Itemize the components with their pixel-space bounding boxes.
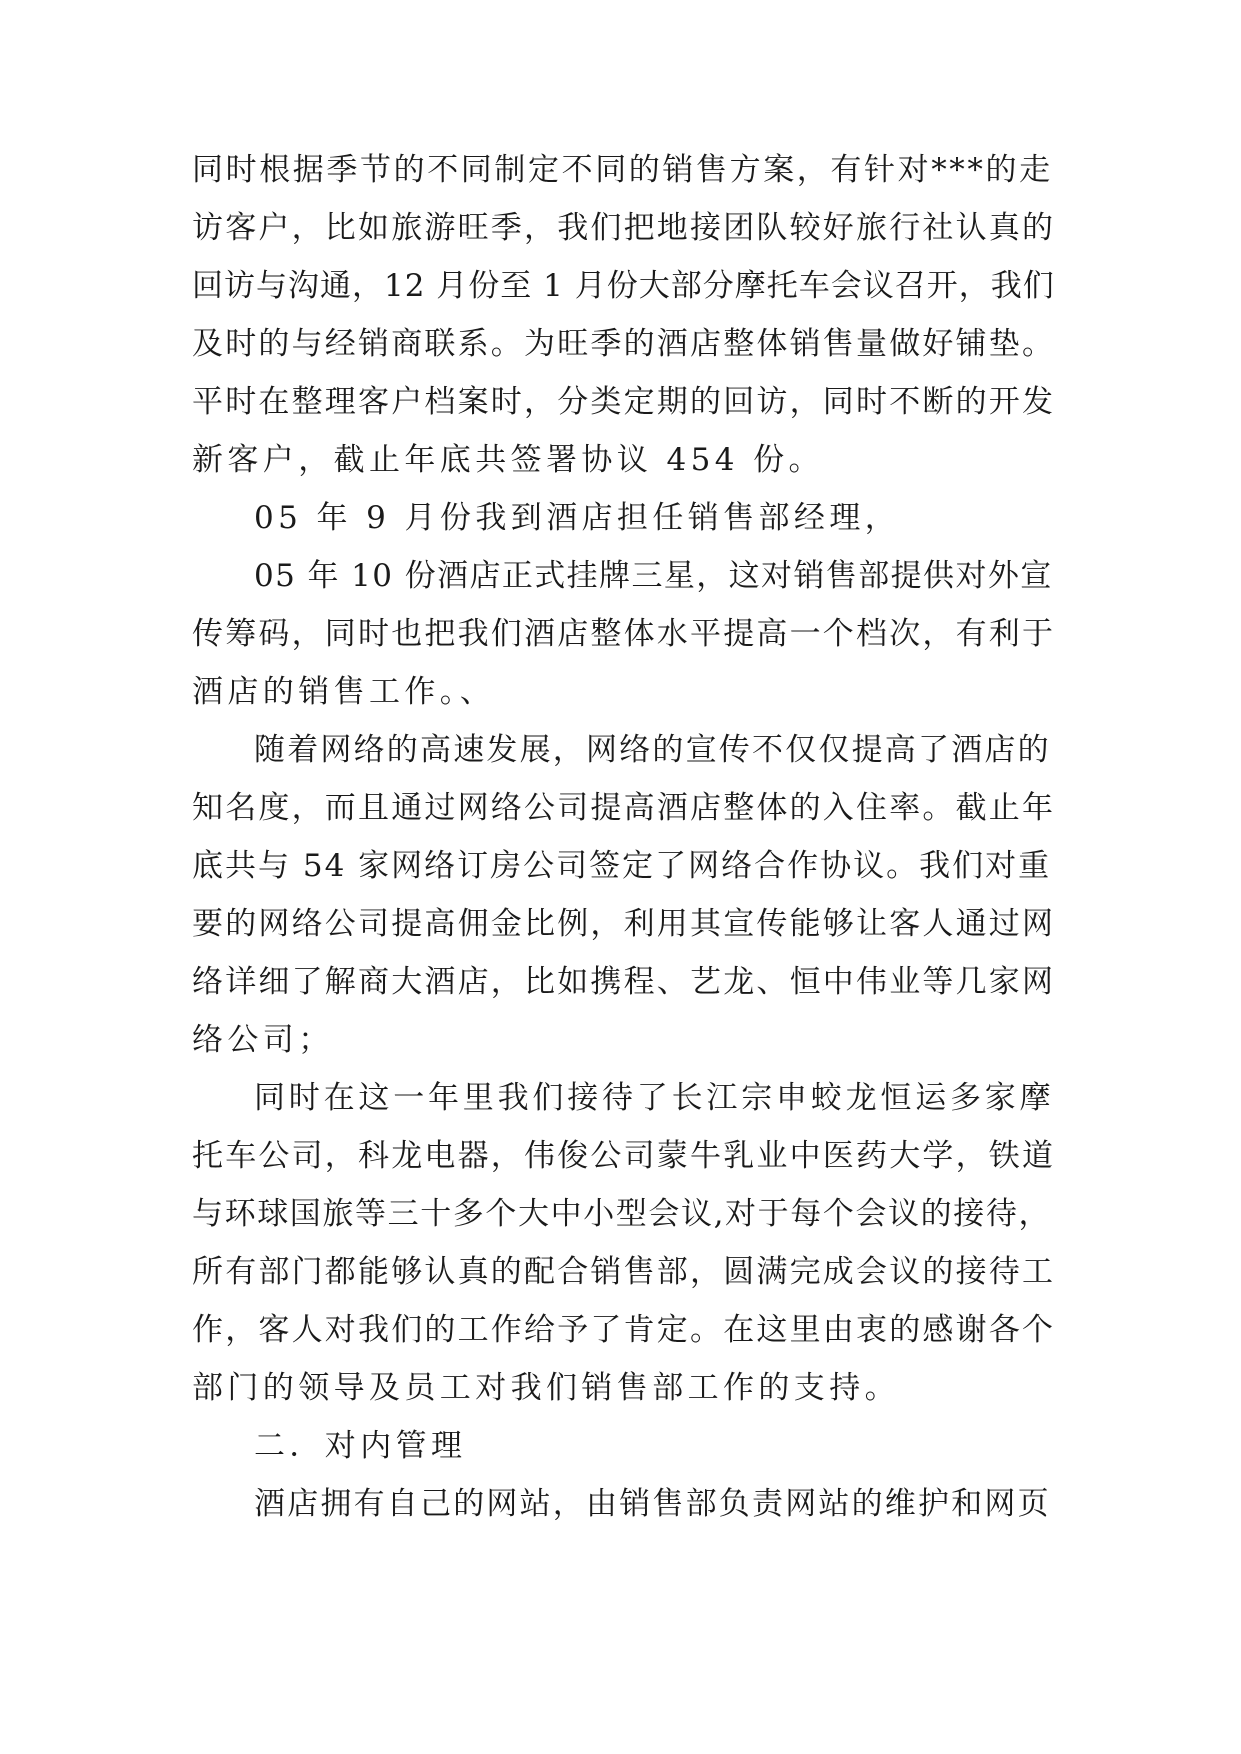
- text-line: 络公司；: [192, 1022, 334, 1058]
- text-line: 随着网络的高速发展，网络的宣传不仅仅提高了酒店的: [254, 732, 1051, 768]
- text-line: 络详细了解商大酒店，比如携程、艺龙、恒中伟业等几家网: [192, 964, 1056, 1000]
- text-line: 同时在这一年里我们接待了长江宗申蛟龙恒运多家摩: [254, 1080, 1055, 1116]
- text-line: 底共与 54 家网络订房公司签定了网络合作协议。我们对重: [192, 848, 1052, 884]
- text-line: 传筹码，同时也把我们酒店整体水平提高一个档次，有利于: [192, 616, 1056, 652]
- text-line: 05 年 10 份酒店正式挂牌三星，这对销售部提供对外宣: [254, 558, 1053, 594]
- text-line: 酒店拥有自己的网站，由销售部负责网站的维护和网页: [254, 1486, 1051, 1522]
- text-line: 托车公司，科龙电器，伟俊公司蒙牛乳业中医药大学，铁道: [192, 1138, 1056, 1174]
- section-heading: 二．对内管理: [254, 1428, 467, 1464]
- text-line: 访客户，比如旅游旺季，我们把地接团队较好旅行社认真的: [192, 210, 1056, 246]
- text-line: 平时在整理客户档案时，分类定期的回访，同时不断的开发: [192, 384, 1056, 420]
- text-line: 知名度，而且通过网络公司提高酒店整体的入住率。截止年: [192, 790, 1056, 826]
- text-line: 同时根据季节的不同制定不同的销售方案，有针对***的走: [192, 152, 1053, 188]
- text-line: 及时的与经销商联系。为旺季的酒店整体销售量做好铺垫。: [192, 326, 1056, 362]
- text-line: 新客户，截止年底共签署协议 454 份。: [192, 442, 824, 478]
- text-line: 部门的领导及员工对我们销售部工作的支持。: [192, 1370, 900, 1406]
- text-line: 回访与沟通，12 月份至 1 月份大部分摩托车会议召开，我们: [192, 268, 1055, 304]
- text-line: 05 年 9 月份我到酒店担任销售部经理，: [254, 500, 901, 536]
- text-line: 要的网络公司提高佣金比例，利用其宣传能够让客人通过网: [192, 906, 1056, 942]
- text-line: 所有部门都能够认真的配合销售部，圆满完成会议的接待工: [192, 1254, 1056, 1290]
- text-line: 与环球国旅等三十多个大中小型会议,对于每个会议的接待，: [192, 1196, 1052, 1232]
- text-line: 作，客人对我们的工作给予了肯定。在这里由衷的感谢各个: [192, 1312, 1056, 1348]
- text-line: 酒店的销售工作。、: [192, 674, 496, 710]
